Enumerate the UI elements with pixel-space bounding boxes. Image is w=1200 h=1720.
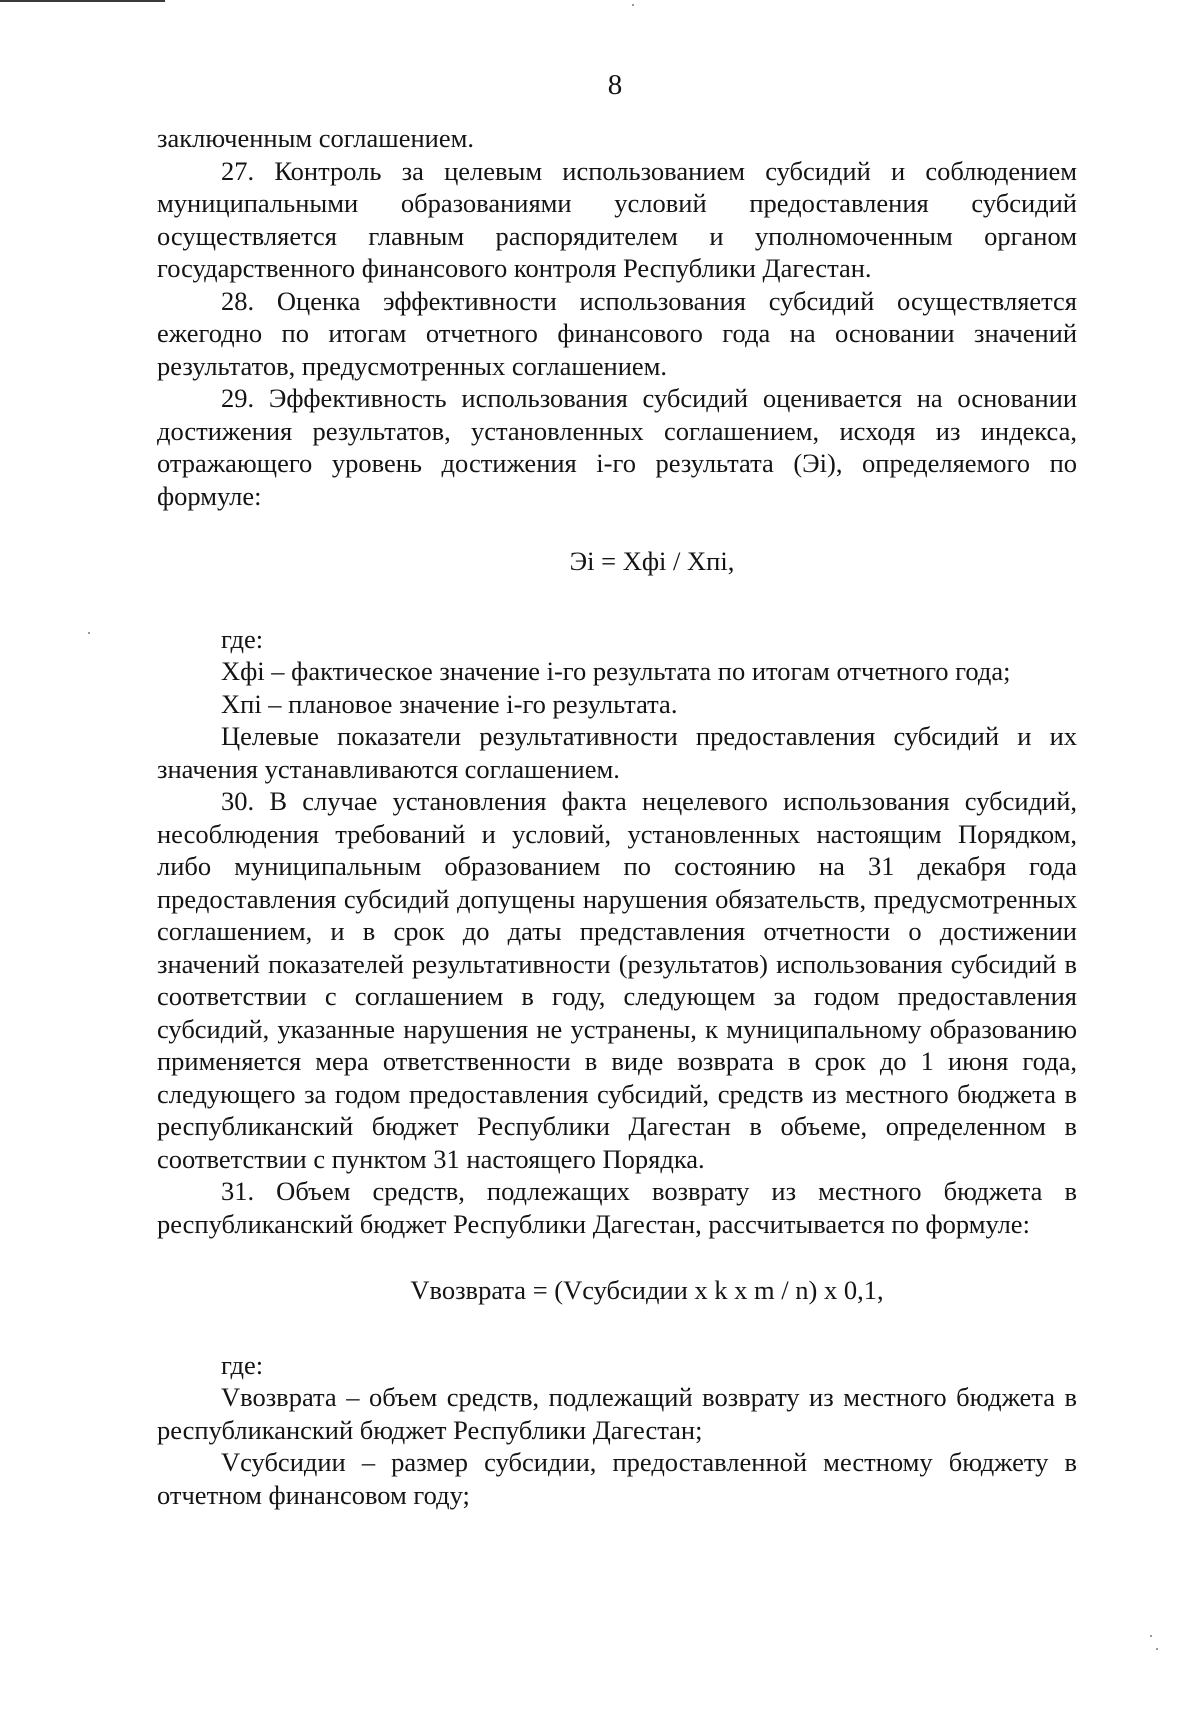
paragraph-target-indicators: Целевые показатели результативности предоставления субсидий и их значения устанавливаются соглашением. bbox=[157, 721, 1077, 784]
scan-edge-line bbox=[0, 0, 165, 2]
scan-speck bbox=[632, 4, 634, 6]
formula-efficiency-index: Эi = Хфi / Хпi, bbox=[569, 546, 735, 576]
definition-planned-value: Хпi – плановое значение i-го результата. bbox=[221, 688, 678, 719]
paragraph-29: 29. Эффективность использования субсидий оценивается на основании достижения результатов, установленных соглашением, исходя из индекса, отражающего уровень достижения i-го результата (Эi), определяемого по формуле: bbox=[157, 383, 1077, 511]
scan-speck bbox=[88, 632, 90, 634]
where-label-1: где: bbox=[221, 623, 264, 654]
definition-subsidy-size: Vсубсидии – размер субсидии, предоставленной местному бюджету в отчетном финансовом году; bbox=[157, 1447, 1077, 1510]
page-number: 8 bbox=[607, 69, 623, 101]
paragraph-continuation: заключенным соглашением. bbox=[157, 123, 474, 153]
definition-refund-volume: Vвозврата – объем средств, подлежащий возврату из местного бюджета в республиканский бюджет Республики Дагестан; bbox=[157, 1382, 1077, 1445]
paragraph-28: 28. Оценка эффективности использования субсидий осуществляется ежегодно по итогам отчетного финансового года на основании значений результатов, предусмотренных соглашением. bbox=[157, 285, 1077, 381]
formula-refund-volume: Vвозврата = (Vсубсидии х k х m / n) х 0,1, bbox=[410, 1275, 884, 1305]
paragraph-31: 31. Объем средств, подлежащих возврату из местного бюджета в республиканский бюджет Республики Дагестан, рассчитывается по формуле: bbox=[157, 1176, 1077, 1239]
definition-actual-value: Хфi – фактическое значение i-го результата по итогам отчетного года; bbox=[221, 656, 1011, 686]
scan-speck bbox=[1156, 1648, 1158, 1650]
where-label-2: где: bbox=[221, 1349, 264, 1380]
scan-speck bbox=[1150, 1635, 1152, 1637]
document-body bbox=[157, 122, 1077, 1511]
paragraph-30: 30. В случае установления факта нецелевого использования субсидий, несоблюдения требований и условий, установленных настоящим Порядком, либо муниципальным образованием по состоянию на 31 декабря года предоставления субсидий допущены нарушения обязательств, предусмотренных соглашением, и в срок до даты представления отчетности о достижении значений показателей результативности (результатов) использования субсидий в соответствии с соглашением в году, следующем за годом предоставления субсидий, указанные нарушения не устранены, к муниципальному образованию применяется мера ответственности в виде возврата в срок до 1 июня года, следующего за годом предоставления субсидий, средств из местного бюджета в республиканский бюджет Республики Дагестан в объеме, определенном в соответствии с пунктом 31 настоящего Порядка. bbox=[157, 786, 1077, 1174]
paragraph-27: 27. Контроль за целевым использованием субсидий и соблюдением муниципальными образованиями условий предоставления субсидий осуществляется главным распорядителем и уполномоченным органом государственного финансового контроля Республики Дагестан. bbox=[157, 155, 1077, 283]
